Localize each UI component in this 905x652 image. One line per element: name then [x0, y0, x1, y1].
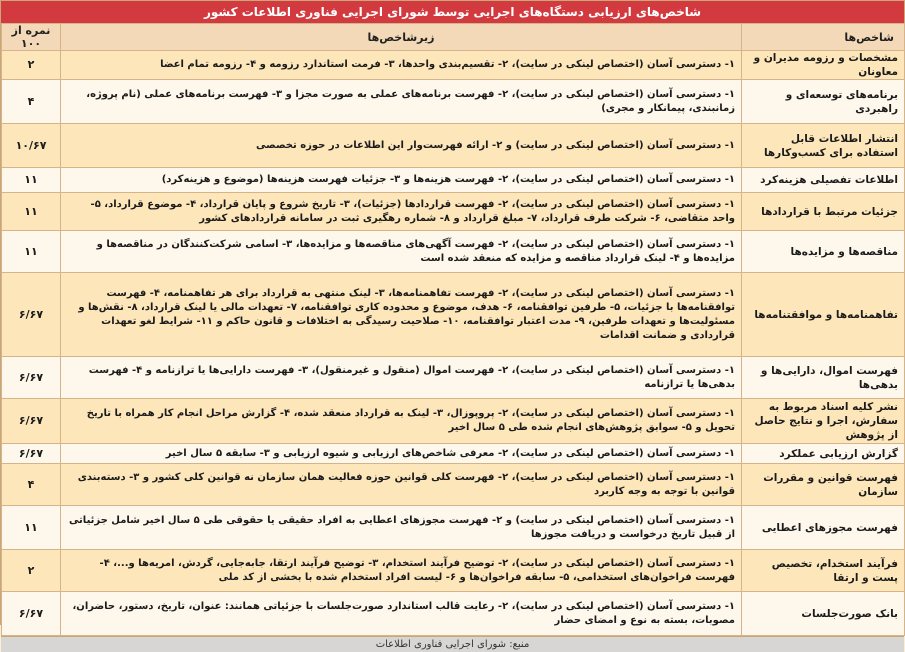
- table-row: [2, 464, 905, 506]
- sub-indicators: ۱- دسترسی آسان (اختصاص لینکی در سایت)، ۲- تقسیم‌بندی واحدها، ۳- فرمت استاندارد رزومه و ۴- رزومه تمام اعضا: [61, 51, 742, 80]
- table-row: [2, 506, 905, 550]
- table-row: [2, 399, 905, 444]
- indicator-name: جزئیات مرتبط با قراردادها: [742, 193, 905, 231]
- score: ۱۱: [2, 231, 61, 273]
- indicator-name: برنامه‌های توسعه‌ای و راهبردی: [742, 80, 905, 124]
- sub-indicators: ۱- دسترسی آسان (اختصاص لینکی در سایت) و ۲- فهرست مجوزهای اعطایی به افراد حقیقی یا حقوقی طی ۵ سال اخیر شامل جزئیاتی از قبیل تاریخ درخواست و دریافت مجوزها: [61, 506, 742, 550]
- sub-indicators: ۱- دسترسی آسان (اختصاص لینکی در سایت)، ۲- فهرست کلی قوانین حوزه فعالیت همان سازمان نه قوانین کلی کشور و ۳- دسته‌بندی قوانین با توجه به وجه کاربرد: [61, 464, 742, 506]
- indicator-name: فهرست اموال، دارایی‌ها و بدهی‌ها: [742, 357, 905, 399]
- score: ۶/۶۷: [2, 444, 61, 464]
- score: ۲: [2, 51, 61, 80]
- score: ۲: [2, 550, 61, 592]
- table-row: [2, 592, 905, 636]
- source-note: منبع: شورای اجرایی فناوری اطلاعات: [1, 636, 904, 652]
- table-row: [2, 444, 905, 464]
- sub-indicators: ۱- دسترسی آسان (اختصاص لینکی در سایت)، ۲- فهرست برنامه‌های عملی به صورت مجزا و ۳- فهرست برنامه‌های عملی (نام پروژه، زمانبندی، پیمانکار و مجری): [61, 80, 742, 124]
- header-score: نمره از ۱۰۰: [2, 24, 61, 51]
- sub-indicators: ۱- دسترسی آسان (اختصاص لینکی در سایت)، ۲- فهرست اموال (منقول و غیرمنقول)، ۳- فهرست دارایی‌ها یا ترازنامه و ۴- فهرست بدهی‌ها یا ترازنامه: [61, 357, 742, 399]
- score: ۶/۶۷: [2, 399, 61, 444]
- score: ۶/۶۷: [2, 273, 61, 357]
- indicator-name: گزارش ارزیابی عملکرد: [742, 444, 905, 464]
- indicator-name: مشخصات و رزومه مدیران و معاونان: [742, 51, 905, 80]
- sub-indicators: ۱- دسترسی آسان (اختصاص لینکی در سایت)، ۲- توضیح فرآیند استخدام، ۳- توضیح فرآیند ارتقا، جابه‌جایی، گردش، امریه‌ها و...، ۴- فهرست فراخوان‌های استخدامی، ۵- سابقه فراخوان‌ها و ۶- لیست افراد استخدام شده با بخشی از کد ملی: [61, 550, 742, 592]
- score: ۶/۶۷: [2, 592, 61, 636]
- indicators-table: [1, 23, 905, 636]
- score: ۶/۶۷: [2, 357, 61, 399]
- table-row: [2, 550, 905, 592]
- table-row: [2, 124, 905, 168]
- indicator-name: بانک صورت‌جلسات: [742, 592, 905, 636]
- sub-indicators: ۱- دسترسی آسان (اختصاص لینکی در سایت)، ۲- فهرست قراردادها (جزئیات)، ۳- تاریخ شروع و پایان قرارداد، ۴- موضوع قرارداد، ۵- واحد متقاضی، ۶- شرکت طرف قرارداد، ۷- مبلغ قرارداد و ۸- شماره رهگیری ثبت در سامانه قراردادهای کشور: [61, 193, 742, 231]
- table-row: [2, 231, 905, 273]
- indicator-name: مناقصه‌ها و مزایده‌ها: [742, 231, 905, 273]
- score: ۱۱: [2, 506, 61, 550]
- sub-indicators: ۱- دسترسی آسان (اختصاص لینکی در سایت)، ۲- معرفی شاخص‌های ارزیابی و شیوه ارزیابی و ۳- سابقه ۵ سال اخیر: [61, 444, 742, 464]
- indicator-name: نشر کلیه اسناد مربوط به سفارش، اجرا و نتایج حاصل از پژوهش: [742, 399, 905, 444]
- sub-indicators: ۱- دسترسی آسان (اختصاص لینکی در سایت)، ۲- فهرست هزینه‌ها و ۳- جزئیات فهرست هزینه‌ها (موضوع و هزینه‌کرد): [61, 168, 742, 193]
- indicator-name: فرآیند استخدام، تخصیص پست و ارتقا: [742, 550, 905, 592]
- table-row: [2, 357, 905, 399]
- table-row: [2, 168, 905, 193]
- header-indicator: شاخص‌ها: [742, 24, 905, 51]
- indicator-name: اطلاعات تفصیلی هزینه‌کرد: [742, 168, 905, 193]
- score: ۴: [2, 464, 61, 506]
- table-row: [2, 193, 905, 231]
- sub-indicators: ۱- دسترسی آسان (اختصاص لینکی در سایت)، ۲- پروپوزال، ۳- لینک به قرارداد منعقد شده، ۴- گزارش مراحل انجام کار همراه با تاریخ تحویل و ۵- سوابق پژوهش‌های انجام شده طی ۵ سال اخیر: [61, 399, 742, 444]
- table-title: شاخص‌های ارزیابی دستگاه‌های اجرایی توسط شورای اجرایی فناوری اطلاعات کشور: [1, 1, 904, 23]
- sub-indicators: ۱- دسترسی آسان (اختصاص لینکی در سایت)، ۲- فهرست آگهی‌های مناقصه‌ها و مزایده‌ها، ۳- اسامی شرکت‌کنندگان در مناقصه‌ها و مزایده‌ها و ۴- لینک قرارداد مناقصه و مزایده که منعقد شده است: [61, 231, 742, 273]
- indicator-name: تفاهمنامه‌ها و موافقتنامه‌ها: [742, 273, 905, 357]
- score: ۴: [2, 80, 61, 124]
- header-row: [2, 24, 905, 51]
- score: ۱۰/۶۷: [2, 124, 61, 168]
- score: ۱۱: [2, 193, 61, 231]
- sub-indicators: ۱- دسترسی آسان (اختصاص لینکی در سایت)، ۲- فهرست تفاهمنامه‌ها، ۳- لینک منتهی به قرارداد برای هر تفاهمنامه، ۴- فهرست توافقنامه‌ها با جزئیات، ۵- طرفین توافقنامه، ۶- هدف، موضوع و محدوده کاری توافقنامه، ۷- تعهدات مالی یا لینک قرارداد، ۸- نقش‌ها و مسئولیت‌ها و تعهدات طرفین، ۹- مدت اعتبار توافقنامه، ۱۰- صلاحیت رسیدگی به اختلافات و قانون حاکم و ۱۱- شرایط لغو تعهدات قراردادی و ضمانت اقدامات: [61, 273, 742, 357]
- table-row: [2, 51, 905, 80]
- header-sub-indicator: زیرشاخص‌ها: [61, 24, 742, 51]
- indicator-name: فهرست مجوزهای اعطایی: [742, 506, 905, 550]
- indicator-name: فهرست قوانین و مقررات سازمان: [742, 464, 905, 506]
- sub-indicators: ۱- دسترسی آسان (اختصاص لینکی در سایت)، ۲- رعایت قالب استاندارد صورت‌جلسات با جزئیاتی همانند: عنوان، تاریخ، دستور، حاضران، مصوبات، بسته به نوع و امضای حضار: [61, 592, 742, 636]
- score: ۱۱: [2, 168, 61, 193]
- table-row: [2, 80, 905, 124]
- indicator-name: انتشار اطلاعات قابل استفاده برای کسب‌وکارها: [742, 124, 905, 168]
- sub-indicators: ۱- دسترسی آسان (اختصاص لینکی در سایت) و ۲- ارائه فهرست‌وار این اطلاعات در حوزه تخصصی: [61, 124, 742, 168]
- table-row: [2, 273, 905, 357]
